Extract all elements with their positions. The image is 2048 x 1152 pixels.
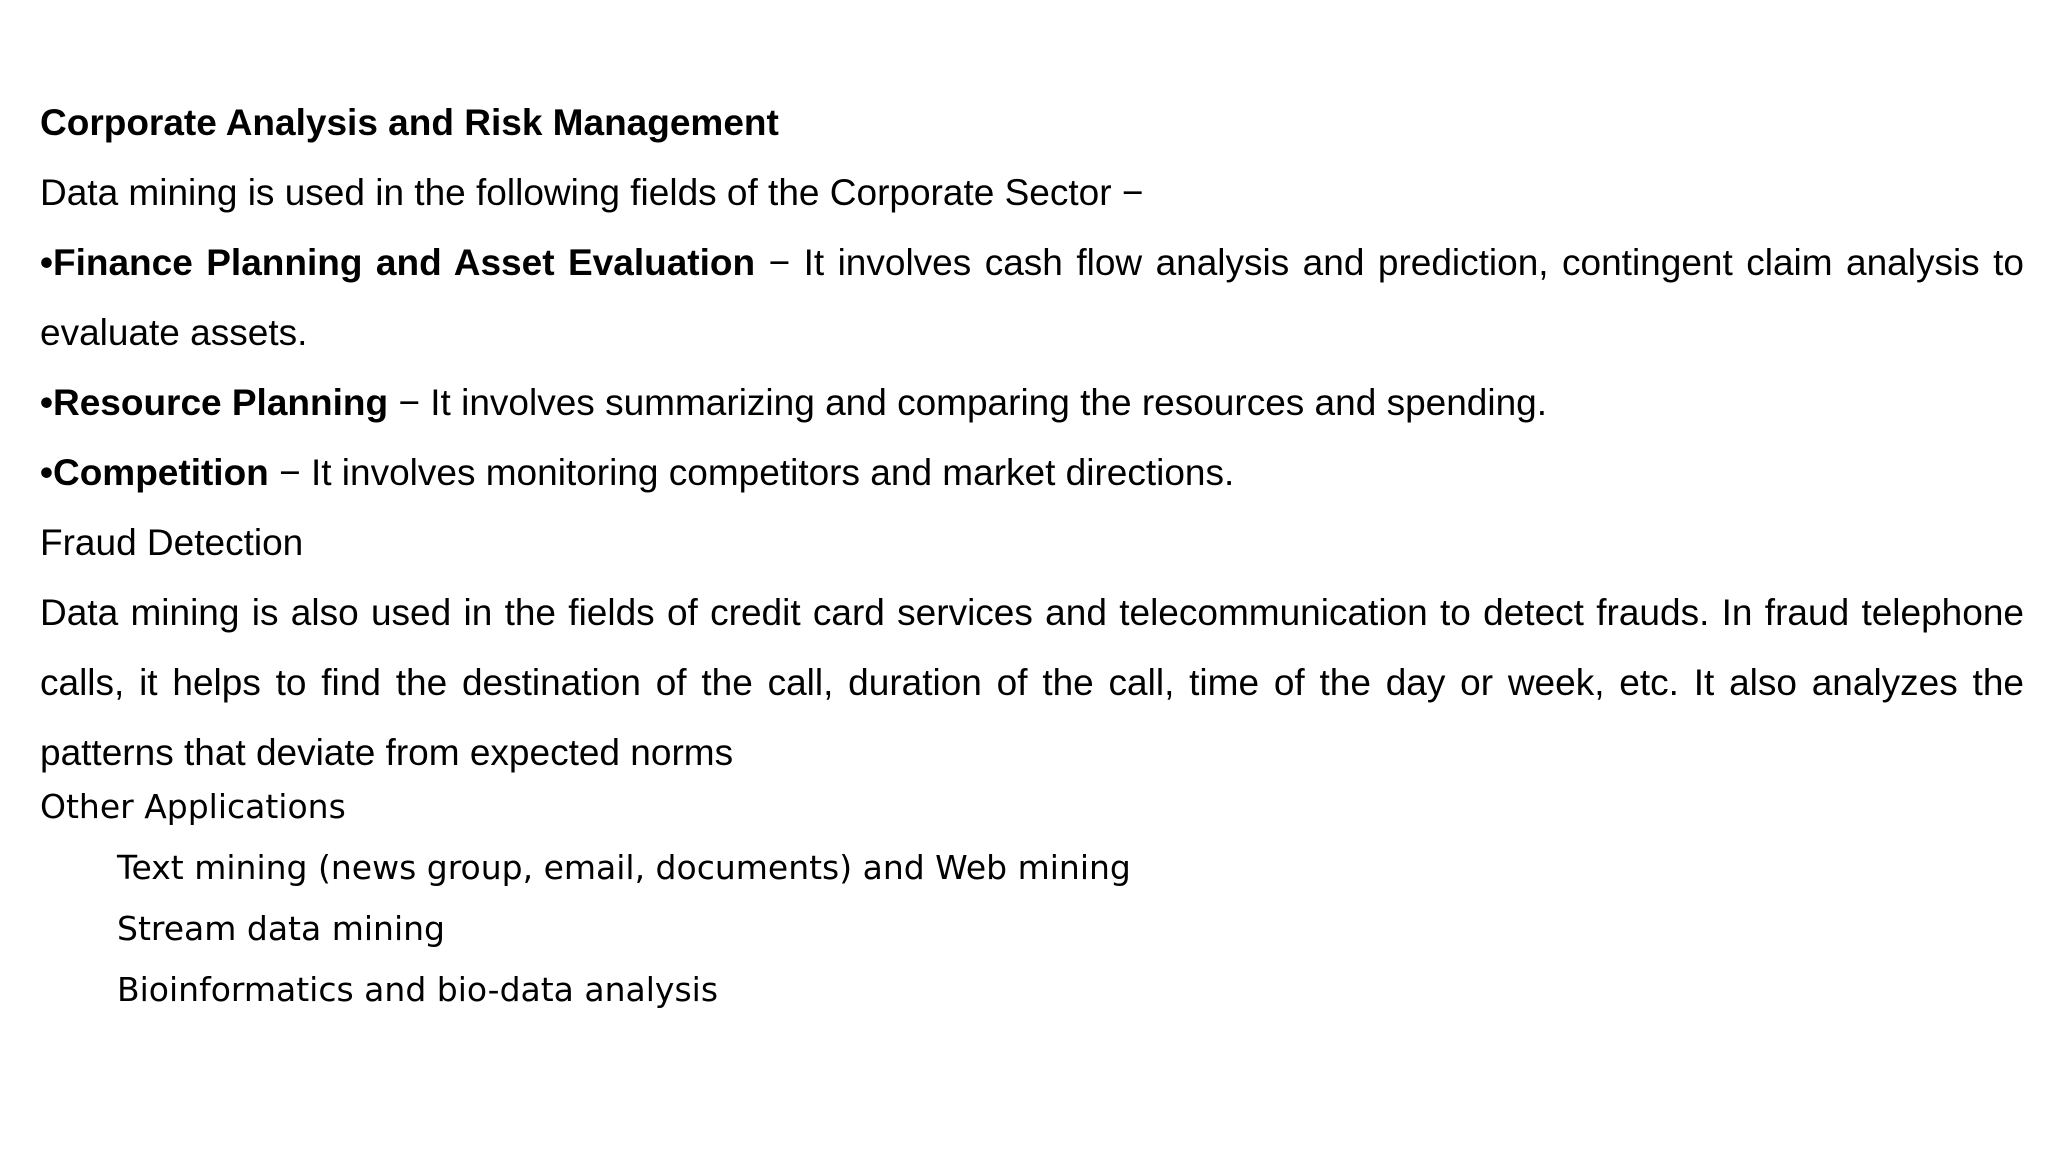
bullet-term: Resource Planning [52, 382, 389, 423]
bullet-text: − It involves summarizing and comparing the resources and spending. [388, 382, 1548, 423]
section-heading: Corporate Analysis and Risk Management [40, 102, 779, 143]
bullet-item [40, 368, 2024, 438]
other-application-item: Bioinformatics and bio-data analysis [117, 970, 719, 1009]
other-applications-heading: Other Applications [40, 787, 346, 826]
bullet-item [40, 438, 2024, 508]
bullet-text: − It involves cash flow analysis and prediction, contingent claim analysis to evaluate assets. [40, 242, 2024, 353]
bullet-marker: • [40, 452, 53, 493]
bullet-term: Competition [52, 452, 269, 493]
other-application-item: Text mining (news group, email, documents) and Web mining [117, 848, 1131, 887]
bullet-term: Finance Planning and Asset Evaluation [52, 242, 756, 283]
bullet-text: − It involves monitoring competitors and market directions. [268, 452, 1235, 493]
bullet-marker: • [40, 382, 53, 423]
bullet-marker: • [40, 242, 53, 283]
intro-paragraph: Data mining is used in the following fields of the Corporate Sector − [40, 172, 1144, 213]
main-text-block [40, 88, 2024, 788]
fraud-heading: Fraud Detection [40, 522, 304, 563]
fraud-paragraph: Data mining is also used in the fields of credit card services and telecommunication to detect frauds. In fraud telephone calls, it helps to find the destination of the call, duration of the call, time of the day or week, etc. It also analyzes the patterns that deviate from expected norms [40, 592, 2024, 773]
other-applications-block [40, 776, 2024, 1020]
other-application-item: Stream data mining [117, 909, 445, 948]
bullet-item [40, 228, 2024, 368]
